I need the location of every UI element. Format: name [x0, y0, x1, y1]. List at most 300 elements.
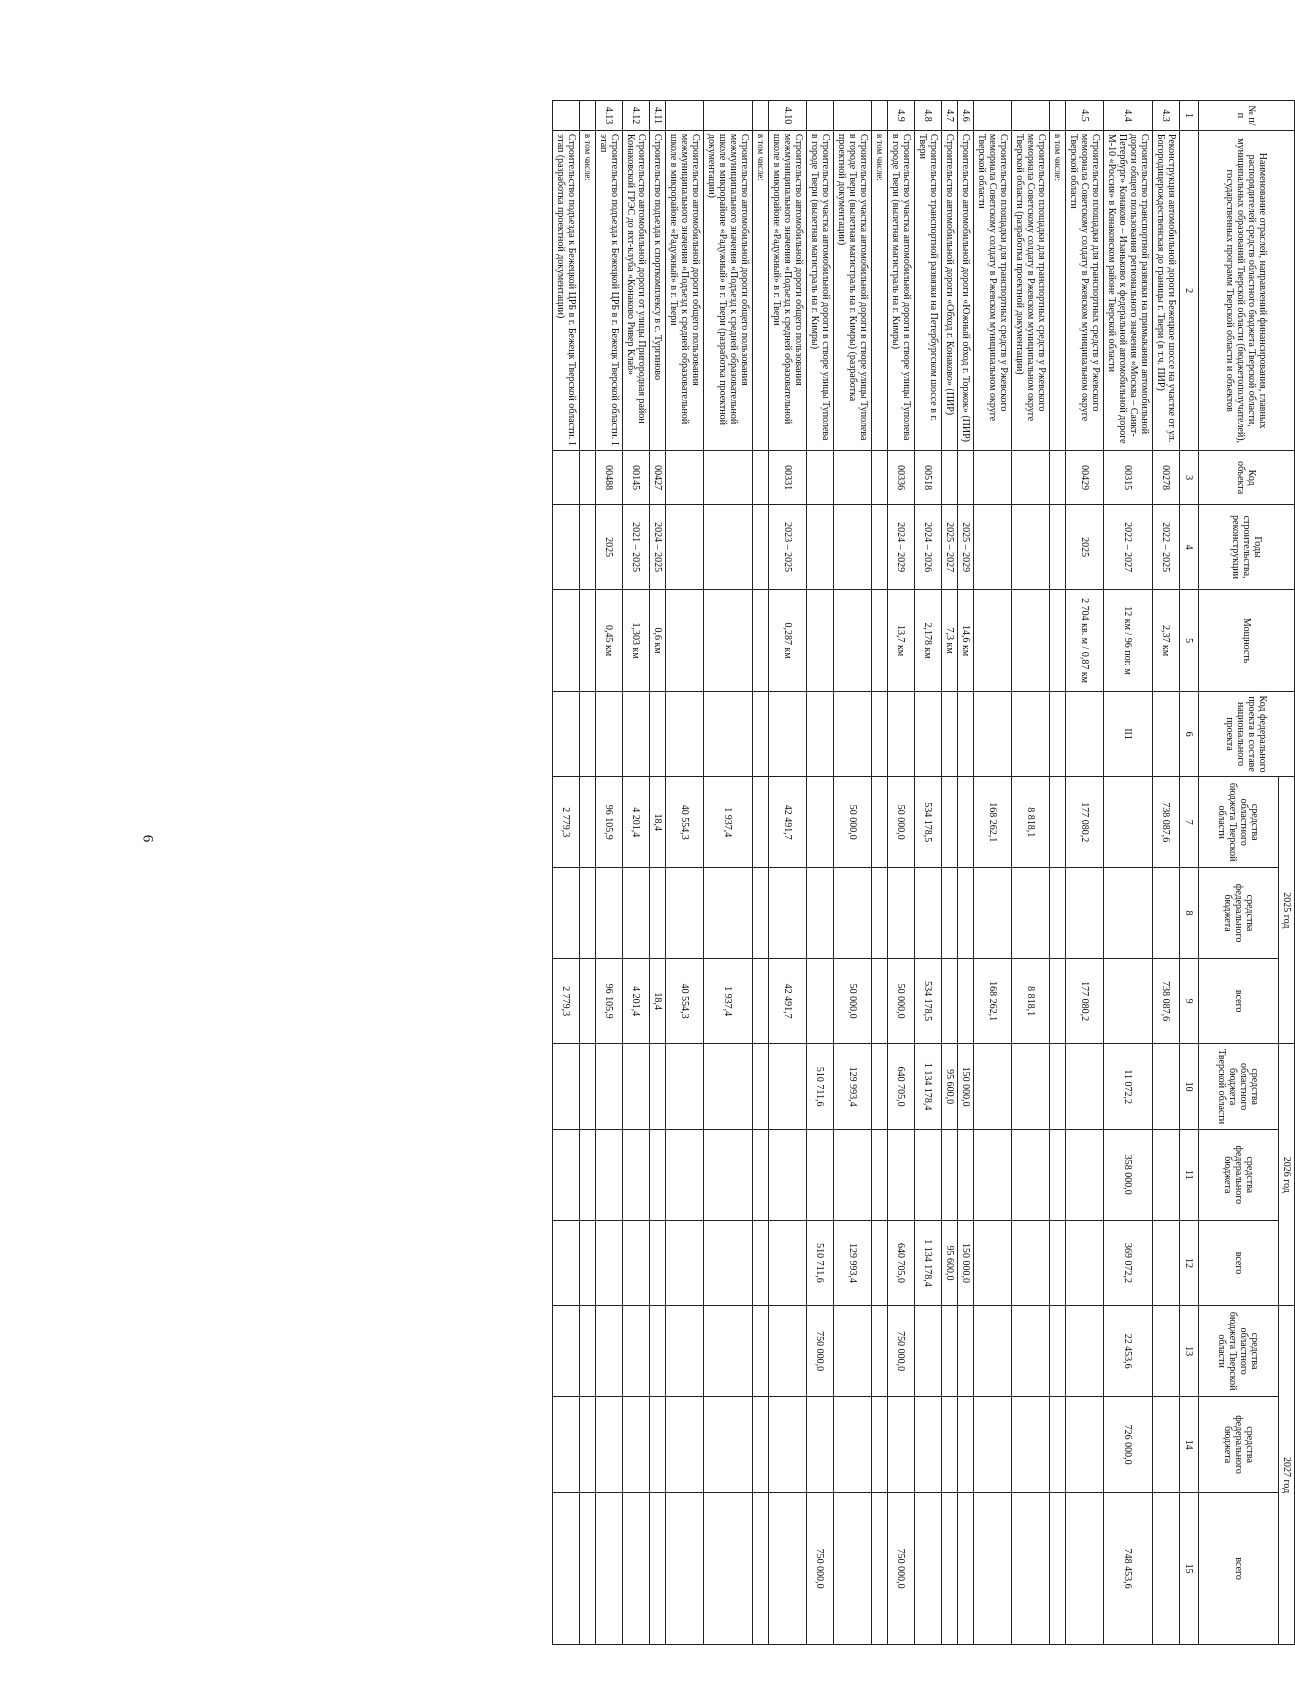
cell-n — [1012, 101, 1050, 131]
cell-c13: 750 000,0 — [888, 1306, 915, 1397]
empty-cell — [753, 1493, 769, 1645]
cell-c15 — [623, 1493, 650, 1645]
table-row — [666, 101, 704, 1645]
cell-c13 — [1066, 1306, 1104, 1397]
cell-c8 — [666, 868, 704, 959]
cell-power: 7,3 км — [942, 590, 958, 692]
cell-years — [807, 504, 834, 589]
empty-cell — [753, 101, 769, 131]
empty-cell — [753, 958, 769, 1044]
cell-c13: 22 453,6 — [1104, 1306, 1153, 1397]
empty-cell — [580, 1129, 596, 1220]
cell-fed — [1012, 691, 1050, 776]
cell-c7: 2 779,3 — [553, 777, 580, 868]
cell-c12: 369 072,2 — [1104, 1220, 1153, 1306]
cell-c12 — [666, 1220, 704, 1306]
cell-c8 — [1012, 868, 1050, 959]
header-name: Наименование отраслей, направлений финансирования, главных распорядителей средств областного бюджета Тверской области, муниципальных образований Тверской области (бюджетополучателей), государственных программ Тверской области и объектов — [1199, 130, 1295, 451]
header-number: № п/п — [1199, 101, 1295, 131]
cell-c11 — [888, 1129, 915, 1220]
cell-fed — [807, 691, 834, 776]
cell-name: Строительство автомобильной дороги от улицы Пригородная район Конаковской ГРЭС до яхт-клуба «Конаково Ривер Клаб» — [623, 130, 650, 451]
cell-c7 — [942, 777, 958, 868]
cell-power: 0,287 км — [769, 590, 807, 692]
cell-c10: 1 134 178,4 — [915, 1044, 942, 1129]
cell-fed — [666, 691, 704, 776]
empty-cell — [753, 777, 769, 868]
cell-c10: 150 000,0 — [958, 1044, 974, 1129]
cell-c9: 8 818,1 — [1012, 958, 1050, 1044]
cell-n — [704, 101, 753, 131]
cell-years: 2025 — [596, 504, 623, 589]
header-2027: 2027 год — [1279, 1306, 1295, 1645]
cell-code: 00336 — [888, 451, 915, 504]
empty-cell — [753, 691, 769, 776]
cell-c10 — [974, 1044, 1012, 1129]
empty-cell — [580, 958, 596, 1044]
header-regional-2025: средства областного бюджета Тверской области — [1199, 777, 1279, 868]
cell-c9: 42 491,7 — [769, 958, 807, 1044]
cell-c13: 750 000,0 — [807, 1306, 834, 1397]
table-row — [974, 101, 1012, 1645]
cell-years: 2025 — [1066, 504, 1104, 589]
cell-c11 — [974, 1129, 1012, 1220]
empty-cell — [580, 691, 596, 776]
cell-years — [704, 504, 753, 589]
cell-fed — [834, 691, 872, 776]
cell-fed — [769, 691, 807, 776]
page-number: 6 — [139, 834, 156, 843]
empty-cell — [1050, 451, 1066, 504]
cell-name: Строительство площадки для транспортных средств у Ржевского мемориала Советскому солдату в Ржевском муниципальном округе Тверской области — [1066, 130, 1104, 451]
cell-name: Строительство подъезда к Бежецкой ЦРБ в г. Бежецк Тверской области. I этап (разработка проектной документации) — [553, 130, 580, 451]
cell-c7 — [807, 777, 834, 868]
cell-c14 — [596, 1397, 623, 1493]
cell-code: 00429 — [1066, 451, 1104, 504]
cell-c8 — [1066, 868, 1104, 959]
cell-n: 4.9 — [888, 101, 915, 131]
cell-years: 2021 – 2025 — [623, 504, 650, 589]
cell-n — [666, 101, 704, 131]
cell-c7: 42 491,7 — [769, 777, 807, 868]
empty-cell — [872, 590, 888, 692]
cell-fed — [888, 691, 915, 776]
empty-cell — [580, 101, 596, 131]
cell-c10: 510 711,6 — [807, 1044, 834, 1129]
cell-c13 — [623, 1306, 650, 1397]
cell-n: 4.3 — [1153, 101, 1180, 131]
cell-years: 2024 – 2029 — [888, 504, 915, 589]
cell-c12: 1 134 178,4 — [915, 1220, 942, 1306]
colnum: 8 — [1180, 868, 1199, 959]
cell-c11 — [666, 1129, 704, 1220]
cell-name: Строительство автомобильной дороги «Южный обход г. Торжок» (ПИР) — [958, 130, 974, 451]
cell-c15 — [666, 1493, 704, 1645]
cell-name: Строительство площадки для транспортных средств у Ржевского мемориала Советскому солдату в Ржевском муниципальном округе Тверской области — [974, 130, 1012, 451]
cell-years — [666, 504, 704, 589]
cell-fed — [1153, 691, 1180, 776]
table-row — [596, 101, 623, 1645]
cell-n: 4.6 — [958, 101, 974, 131]
empty-cell — [1050, 101, 1066, 131]
cell-c9: 168 262,1 — [974, 958, 1012, 1044]
cell-c7: 40 554,3 — [666, 777, 704, 868]
colnum: 11 — [1180, 1129, 1199, 1220]
empty-cell — [580, 504, 596, 589]
empty-cell — [1050, 1306, 1066, 1397]
subtotal-label-row — [1050, 101, 1066, 1645]
cell-c11 — [650, 1129, 666, 1220]
cell-c15 — [942, 1493, 958, 1645]
empty-cell — [753, 868, 769, 959]
table-row — [1153, 101, 1180, 1645]
cell-c9: 177 080,2 — [1066, 958, 1104, 1044]
table-body — [553, 101, 1180, 1645]
cell-n: 4.5 — [1066, 101, 1104, 131]
empty-cell — [753, 1397, 769, 1493]
colnum: 14 — [1180, 1397, 1199, 1493]
empty-cell — [753, 504, 769, 589]
header-years: Годы строительства, реконструкции — [1199, 504, 1295, 589]
cell-name: Строительство автомобильной дороги общего пользования межмуниципального значения «Подъезд к средней образовательной школе в микрорайоне «Радужный» в г. Твери (разработка проектной документации) — [704, 130, 753, 451]
cell-c15 — [974, 1493, 1012, 1645]
cell-power — [704, 590, 753, 692]
cell-power: 14,6 км — [958, 590, 974, 692]
cell-c12: 95 600,0 — [942, 1220, 958, 1306]
cell-code: 00278 — [1153, 451, 1180, 504]
empty-cell — [580, 1397, 596, 1493]
cell-c12 — [1153, 1220, 1180, 1306]
empty-cell — [753, 1129, 769, 1220]
header-federal-2027: средства федерального бюджета — [1199, 1397, 1279, 1493]
cell-c12: 510 711,6 — [807, 1220, 834, 1306]
cell-c10 — [1153, 1044, 1180, 1129]
cell-c7: 168 262,1 — [974, 777, 1012, 868]
cell-c13 — [650, 1306, 666, 1397]
cell-name: Строительство площадки для транспортных средств у Ржевского мемориала Советскому солдату в Ржевском муниципальном округе Тверской области (разработка проектной документации) — [1012, 130, 1050, 451]
empty-cell — [580, 777, 596, 868]
empty-cell — [872, 958, 888, 1044]
cell-c8 — [974, 868, 1012, 959]
cell-c12 — [1012, 1220, 1050, 1306]
cell-c7: 50 000,0 — [888, 777, 915, 868]
cell-n: 4.13 — [596, 101, 623, 131]
cell-c7: 4 201,4 — [623, 777, 650, 868]
empty-cell — [872, 451, 888, 504]
cell-c7 — [1104, 777, 1153, 868]
colnum: 4 — [1180, 504, 1199, 589]
empty-cell — [580, 868, 596, 959]
table-row — [1104, 101, 1153, 1645]
rotated-document — [215, 100, 1295, 1645]
cell-c13 — [1153, 1306, 1180, 1397]
cell-code: 00427 — [650, 451, 666, 504]
cell-years — [834, 504, 872, 589]
cell-years: 2024 – 2025 — [650, 504, 666, 589]
cell-years: 2022 – 2027 — [1104, 504, 1153, 589]
header-regional-2027: средства областного бюджета Тверской области — [1199, 1306, 1279, 1397]
cell-c15 — [553, 1493, 580, 1645]
cell-c12 — [553, 1220, 580, 1306]
empty-cell — [580, 590, 596, 692]
table-row — [553, 101, 580, 1645]
cell-fed — [596, 691, 623, 776]
header-code: Код объекта — [1199, 451, 1295, 504]
header-total-2026: всего — [1199, 1220, 1279, 1306]
cell-name: Строительство подъезда к спорткомплексу в с. Тургиново — [650, 130, 666, 451]
empty-cell — [1050, 1397, 1066, 1493]
cell-c14 — [1066, 1397, 1104, 1493]
cell-c14 — [650, 1397, 666, 1493]
cell-c8 — [769, 868, 807, 959]
cell-c10 — [666, 1044, 704, 1129]
cell-c14 — [704, 1397, 753, 1493]
cell-power: 2,37 км — [1153, 590, 1180, 692]
cell-years: 2023 – 2025 — [769, 504, 807, 589]
cell-c9: 40 554,3 — [666, 958, 704, 1044]
cell-c13 — [666, 1306, 704, 1397]
cell-c7: 738 087,6 — [1153, 777, 1180, 868]
header-federal-project: Код федерального проекта в составе национального проекта — [1199, 691, 1295, 776]
cell-n: 4.11 — [650, 101, 666, 131]
table-row — [807, 101, 834, 1645]
empty-cell — [753, 1220, 769, 1306]
empty-cell — [580, 1220, 596, 1306]
cell-c14 — [553, 1397, 580, 1493]
empty-cell — [580, 1306, 596, 1397]
colnum: 12 — [1180, 1220, 1199, 1306]
cell-c14 — [1012, 1397, 1050, 1493]
cell-name: Строительство участка автомобильной дороги в створе улицы Туполева в городе Твери (вылетная магистраль на г. Кимры) — [888, 130, 915, 451]
cell-c10 — [553, 1044, 580, 1129]
cell-name: Строительство транспортной развязки на Петербургском шоссе в г. Твери — [915, 130, 942, 451]
cell-code — [704, 451, 753, 504]
cell-years: 2025 – 2029 — [958, 504, 974, 589]
cell-c7 — [958, 777, 974, 868]
table-row — [942, 101, 958, 1645]
cell-c10 — [596, 1044, 623, 1129]
empty-cell — [872, 1306, 888, 1397]
cell-c11 — [1012, 1129, 1050, 1220]
empty-cell — [872, 1129, 888, 1220]
cell-c9 — [1104, 958, 1153, 1044]
cell-c7: 1 937,4 — [704, 777, 753, 868]
cell-c12 — [1066, 1220, 1104, 1306]
cell-c12 — [650, 1220, 666, 1306]
cell-c14 — [958, 1397, 974, 1493]
table-row — [769, 101, 807, 1645]
cell-code — [553, 451, 580, 504]
cell-c8 — [834, 868, 872, 959]
cell-years: 2022 – 2025 — [1153, 504, 1180, 589]
cell-c15 — [596, 1493, 623, 1645]
cell-power — [807, 590, 834, 692]
header-total-2025: всего — [1199, 958, 1279, 1044]
cell-c8 — [942, 868, 958, 959]
table-row — [834, 101, 872, 1645]
cell-c15 — [1012, 1493, 1050, 1645]
colnum: 15 — [1180, 1493, 1199, 1645]
cell-c10 — [623, 1044, 650, 1129]
cell-c12 — [769, 1220, 807, 1306]
in-total-label: в том числе: — [1050, 130, 1066, 451]
cell-c13 — [1012, 1306, 1050, 1397]
cell-c14 — [807, 1397, 834, 1493]
cell-power: 12 км / 96 пог. м — [1104, 590, 1153, 692]
table-row — [704, 101, 753, 1645]
subtotal-label-row — [580, 101, 596, 1645]
colnum: 6 — [1180, 691, 1199, 776]
colnum: 7 — [1180, 777, 1199, 868]
empty-cell — [1050, 691, 1066, 776]
cell-c11 — [1153, 1129, 1180, 1220]
investment-table — [552, 100, 1295, 1645]
cell-c10: 95 600,0 — [942, 1044, 958, 1129]
header-2025: 2025 год — [1279, 777, 1295, 1044]
cell-c14: 726 000,0 — [1104, 1397, 1153, 1493]
empty-cell — [1050, 1493, 1066, 1645]
table-row — [1066, 101, 1104, 1645]
cell-c11 — [915, 1129, 942, 1220]
colnum: 13 — [1180, 1306, 1199, 1397]
cell-power: 0,6 км — [650, 590, 666, 692]
cell-code — [807, 451, 834, 504]
cell-fed — [650, 691, 666, 776]
cell-fed — [1066, 691, 1104, 776]
cell-code — [974, 451, 1012, 504]
table-row — [958, 101, 974, 1645]
cell-power — [1012, 590, 1050, 692]
empty-cell — [1050, 1044, 1066, 1129]
cell-n: 4.10 — [769, 101, 807, 131]
header-2026: 2026 год — [1279, 1044, 1295, 1306]
cell-c14 — [666, 1397, 704, 1493]
cell-c10: 640 705,0 — [888, 1044, 915, 1129]
cell-c13 — [974, 1306, 1012, 1397]
cell-power: 0,45 км — [596, 590, 623, 692]
cell-c13 — [596, 1306, 623, 1397]
header-federal-2026: средства федерального бюджета — [1199, 1129, 1279, 1220]
empty-cell — [872, 1220, 888, 1306]
empty-cell — [872, 868, 888, 959]
cell-c9: 50 000,0 — [834, 958, 872, 1044]
cell-c13 — [553, 1306, 580, 1397]
cell-c9: 4 201,4 — [623, 958, 650, 1044]
table-row — [888, 101, 915, 1645]
cell-c9 — [807, 958, 834, 1044]
cell-fed — [553, 691, 580, 776]
cell-n — [974, 101, 1012, 131]
cell-name: Строительство участка автомобильной дороги в створе улицы Туполева в городе Твери (вылетная магистраль на г. Кимры) — [807, 130, 834, 451]
cell-c9: 738 087,6 — [1153, 958, 1180, 1044]
cell-c7: 50 000,0 — [834, 777, 872, 868]
cell-power — [666, 590, 704, 692]
cell-name: Строительство автомобильной дороги общего пользования межмуниципального значения «Подъезд к средней образовательной школе в микрорайоне «Радужный» в г. Твери — [769, 130, 807, 451]
cell-c11 — [704, 1129, 753, 1220]
cell-power: 2,178 км — [915, 590, 942, 692]
table-row — [915, 101, 942, 1645]
empty-cell — [872, 101, 888, 131]
cell-fed — [974, 691, 1012, 776]
empty-cell — [1050, 1129, 1066, 1220]
cell-c9: 1 937,4 — [704, 958, 753, 1044]
cell-c12 — [623, 1220, 650, 1306]
cell-c11: 358 000,0 — [1104, 1129, 1153, 1220]
cell-c14 — [888, 1397, 915, 1493]
cell-c14 — [623, 1397, 650, 1493]
cell-years: 2024 – 2026 — [915, 504, 942, 589]
cell-fed — [623, 691, 650, 776]
cell-n — [834, 101, 872, 131]
cell-name: Строительство автомобильной дороги «Обход г. Конаково» (ПИР) — [942, 130, 958, 451]
cell-code: 00488 — [596, 451, 623, 504]
empty-cell — [580, 451, 596, 504]
cell-c13 — [769, 1306, 807, 1397]
cell-c15: 750 000,0 — [807, 1493, 834, 1645]
cell-c11 — [623, 1129, 650, 1220]
empty-cell — [753, 451, 769, 504]
cell-c15 — [958, 1493, 974, 1645]
cell-code — [958, 451, 974, 504]
empty-cell — [1050, 1220, 1066, 1306]
cell-c8 — [596, 868, 623, 959]
empty-cell — [1050, 504, 1066, 589]
empty-cell — [1050, 777, 1066, 868]
colnum: 5 — [1180, 590, 1199, 692]
colnum: 2 — [1180, 130, 1199, 451]
cell-c11 — [769, 1129, 807, 1220]
cell-c9: 534 178,5 — [915, 958, 942, 1044]
empty-cell — [1050, 868, 1066, 959]
cell-c13 — [958, 1306, 974, 1397]
cell-years — [974, 504, 1012, 589]
cell-c15: 748 453,6 — [1104, 1493, 1153, 1645]
empty-cell — [753, 590, 769, 692]
subtotal-label-row — [753, 101, 769, 1645]
cell-power — [974, 590, 1012, 692]
cell-code: 00315 — [1104, 451, 1153, 504]
cell-c9: 2 779,3 — [553, 958, 580, 1044]
cell-c13 — [704, 1306, 753, 1397]
cell-c14 — [834, 1397, 872, 1493]
cell-c10: 11 072,2 — [1104, 1044, 1153, 1129]
cell-c9 — [958, 958, 974, 1044]
cell-c10 — [769, 1044, 807, 1129]
cell-fed — [958, 691, 974, 776]
colnum: 1 — [1180, 101, 1199, 131]
table-row — [1012, 101, 1050, 1645]
cell-fed — [942, 691, 958, 776]
cell-c9: 96 105,9 — [596, 958, 623, 1044]
empty-cell — [580, 1493, 596, 1645]
cell-c14 — [942, 1397, 958, 1493]
colnum: 9 — [1180, 958, 1199, 1044]
cell-code — [666, 451, 704, 504]
empty-cell — [872, 1493, 888, 1645]
cell-c12 — [596, 1220, 623, 1306]
cell-c8 — [704, 868, 753, 959]
cell-c8 — [807, 868, 834, 959]
cell-c12: 640 705,0 — [888, 1220, 915, 1306]
empty-cell — [872, 691, 888, 776]
cell-name: Строительство транспортной развязки на примыкании автомобильной дороги общего пользования регионального значения «Москва – Санкт-Петербург» Конаково – Изаньково к федеральной автомобильной дороге М-10 «Россия» в Конаковском районе Тверской области — [1104, 130, 1153, 451]
cell-c9: 50 000,0 — [888, 958, 915, 1044]
cell-n: 4.8 — [915, 101, 942, 131]
cell-code: 00145 — [623, 451, 650, 504]
cell-c9 — [942, 958, 958, 1044]
cell-c9: 18,4 — [650, 958, 666, 1044]
table-row — [623, 101, 650, 1645]
